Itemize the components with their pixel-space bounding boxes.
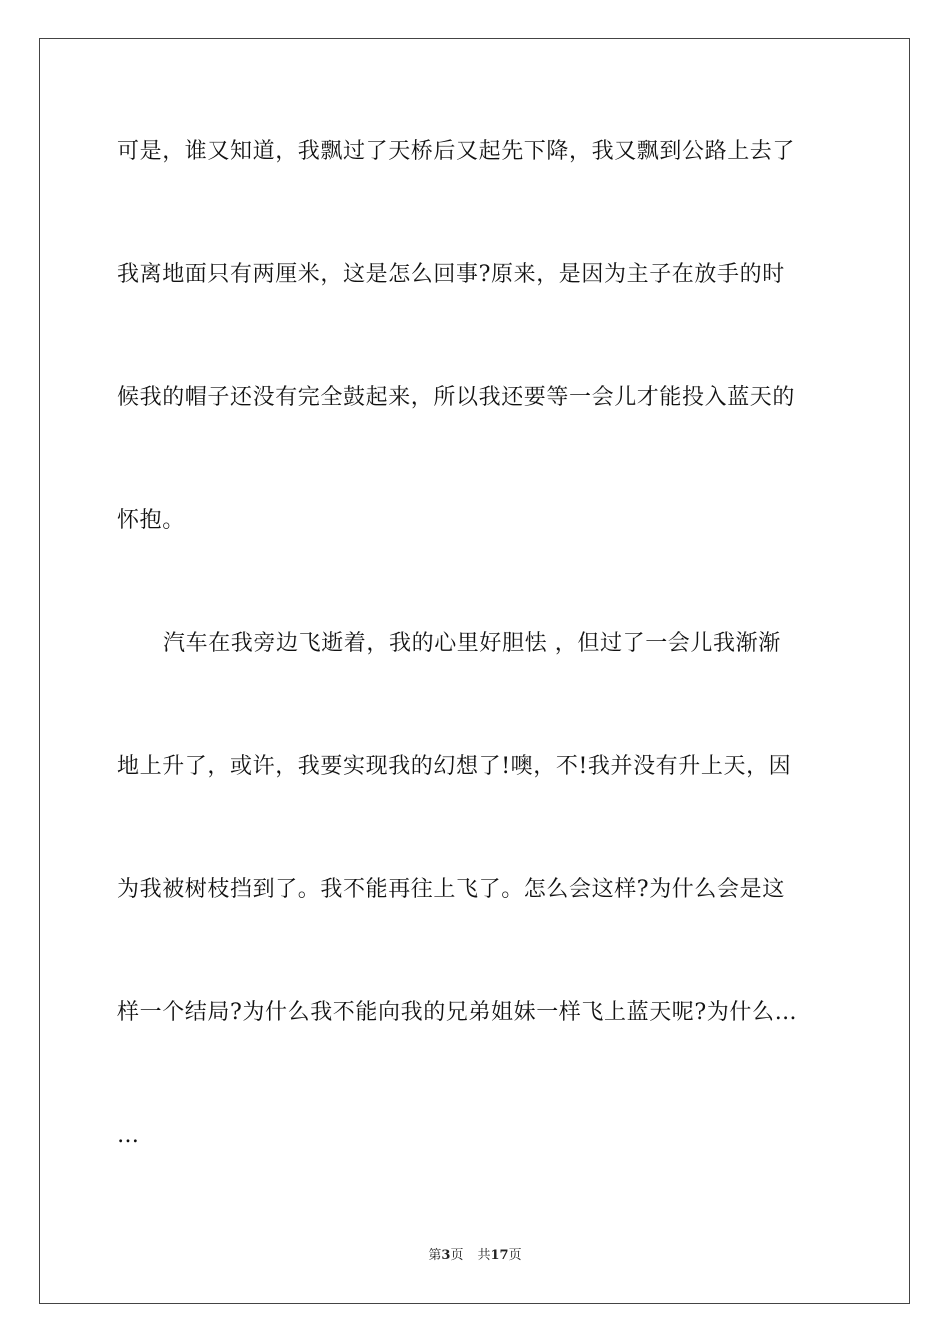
text-line-8: 样一个结局?为什么我不能向我的兄弟姐妹一样飞上蓝天呢?为什么… <box>117 1000 798 1025</box>
text-line-9: … <box>117 1123 140 1148</box>
text-line-7: 为我被树枝挡到了。我不能再往上飞了。怎么会这样?为什么会是这 <box>117 877 785 902</box>
text-line-2: 我离地面只有两厘米，这是怎么回事?原来，是因为主子在放手的时 <box>117 262 785 287</box>
text-line-6: 地上升了，或许，我要实现我的幻想了!噢，不!我并没有升上天，因 <box>117 754 792 779</box>
total-page-count: 17 <box>490 1248 509 1263</box>
text-line-3: 候我的帽子还没有完全鼓起来，所以我还要等一会儿才能投入蓝天的 <box>117 385 796 410</box>
page-border <box>39 38 910 1304</box>
footer-total-prefix: 共 <box>477 1248 491 1263</box>
page-footer <box>0 1247 950 1265</box>
text-line-4: 怀抱。 <box>117 508 185 533</box>
footer-prefix: 第 <box>428 1248 442 1263</box>
current-page-number: 3 <box>441 1248 451 1263</box>
text-line-5-paragraph-start: 汽车在我旁边飞逝着，我的心里好胆怯 ，但过了一会儿我渐渐 <box>163 631 781 656</box>
text-line-1: 可是，谁又知道，我飘过了天桥后又起先下降，我又飘到公路上去了 <box>117 139 796 164</box>
footer-page-suffix: 页 <box>450 1248 464 1263</box>
footer-total-suffix: 页 <box>508 1248 522 1263</box>
